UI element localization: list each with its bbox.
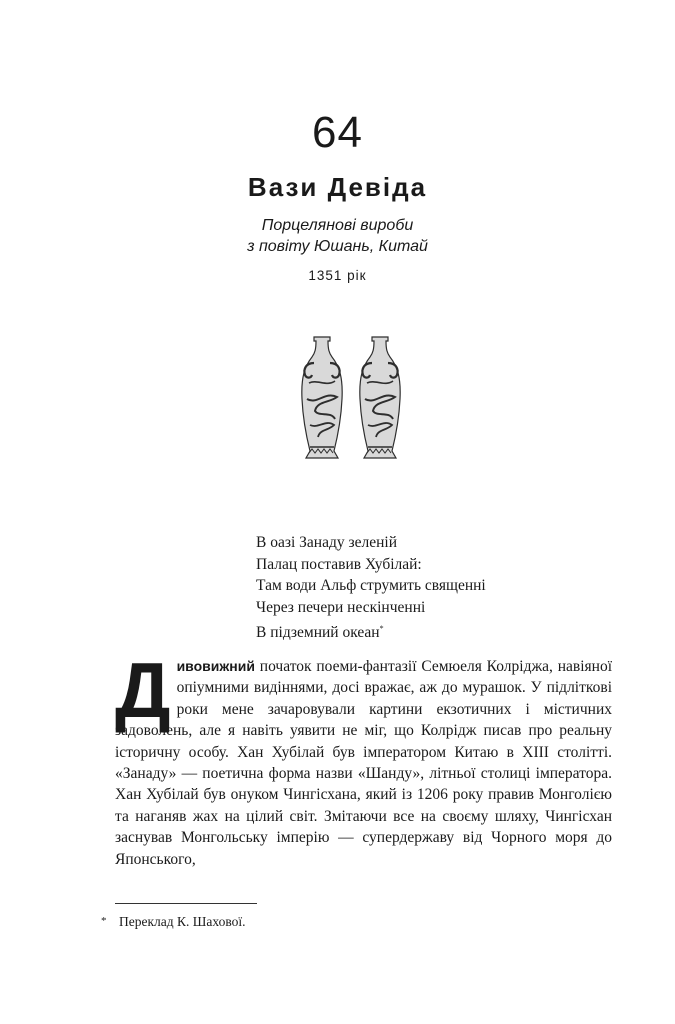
subtitle-line-1: Порцелянові вироби — [261, 217, 414, 234]
chapter-subtitle — [0, 215, 675, 257]
drop-cap: Д — [115, 646, 171, 734]
body-paragraph — [115, 646, 612, 870]
footnote — [101, 912, 246, 931]
poem-line-5 — [256, 618, 486, 644]
footnote-text: Переклад К. Шахової. — [119, 914, 246, 929]
subtitle-line-2: з повіту Юшань, Китай — [247, 238, 428, 255]
chapter-number: 64 — [312, 108, 363, 157]
poem-line-3: Там води Альф струмить священні — [256, 577, 486, 594]
footnote-divider — [115, 903, 257, 904]
poem-footnote-mark: * — [379, 624, 384, 633]
chapter-title: Вази Девіда — [247, 172, 428, 202]
footnote-mark: * — [101, 915, 107, 927]
poem-line-5-text: В підземний океан — [256, 624, 380, 642]
porcelain-vases-icon — [300, 335, 410, 470]
chapter-date: 1351 рік — [308, 268, 367, 283]
poem-line-1: В оазі Занаду зеленій — [256, 534, 397, 551]
lead-word: ивовижний — [176, 658, 255, 674]
paragraph-text: початок поеми-фантазії Семюеля Колріджа, навіяної опіумними видіннями, досі вражає, аж до мурашок. У підліткові роки мене зачаровували картини екзотичних і містичних задоволень, але я навіть уявити не міг, що Колрідж писав про реальну історичну особу. Хан Хубілай був імператором Китаю в XIII столітті. «Занаду» — поетична форма назви «Шанду», літньої столиці імператора. Хан Хубілай був онуком Чингісхана, який із 1206 року правив Монголією та наганяв жах на цілий світ. Змітаючи все на своєму шляху, Чингісхан заснував Монгольську імперію — супердержаву від Чорного моря до Японського, — [115, 658, 612, 868]
poem-line-4: Через печери нескінченні — [256, 598, 426, 616]
poem-line-2: Палац поставив Хубілай: — [256, 555, 422, 573]
epigraph-poem — [256, 532, 486, 644]
